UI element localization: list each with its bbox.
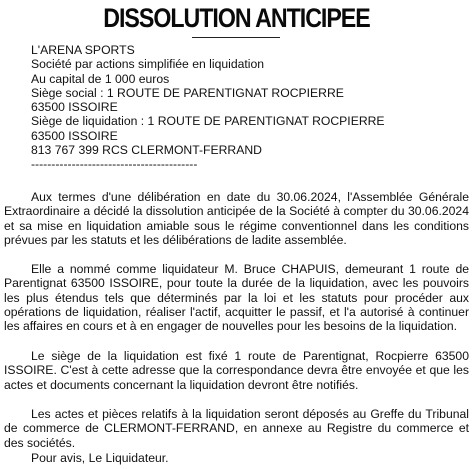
paragraph-liquidation-seat: Le siège de la liquidation est fixé 1 route de Parentignat, Rocpierre 63500 ISSOIRE. C'est à cette adresse que la correspondance devra être envoyée et que les actes et documents concernant la liquidation devront être notifiés. [4,349,469,392]
registered-office: Siège social : 1 ROUTE DE PARENTIGNAT ROCPIERRE [31,85,344,100]
paragraph-resolution: Aux termes d'une délibération en date du 30.06.2024, l'Assemblée Générale Extraordinaire a décidé la dissolution anticipée de la Société à compter du 30.06.2024 et sa mise en liquidation amiable sous le régime conventionnel dans les conditions prévues par les statuts et les délibérations de ladite assemblée. [4,190,469,247]
title-underline [192,37,280,38]
liquidation-office-city: 63500 ISSOIRE [31,128,118,143]
company-name: L'ARENA SPORTS [31,43,135,57]
paragraph-filing: Les actes et pièces relatifs à la liquidation seront déposés au Greffe du Tribunal de commerce de CLERMONT-FERRAND, en annexe au Registre du commerce et des sociétés. [4,407,469,450]
company-capital: Au capital de 1 000 euros [31,71,170,86]
notice-title: DISSOLUTION ANTICIPEE [103,3,370,33]
liquidation-office: Siège de liquidation : 1 ROUTE DE PARENTIGNAT ROCPIERRE [31,114,385,129]
signature: Pour avis, Le Liquidateur. [31,451,169,465]
registered-office-city: 63500 ISSOIRE [31,100,118,115]
company-legal-form: Société par actions simplifiée en liquidation [31,57,265,72]
rcs-number: 813 767 399 RCS CLERMONT-FERRAND [31,143,262,158]
separator-line: ----------------------------------------- [31,157,198,172]
paragraph-liquidator: Elle a nommé comme liquidateur M. Bruce CHAPUIS, demeurant 1 route de Parentignat 63500 ISSOIRE, pour toute la durée de la liquidation, avec les pouvoirs les plus étendus tels que déterminés par la loi et les statuts pour procéder aux opérations de liquidation, réaliser l'actif, acquitter le passif, et l'a autorisé à continuer les affaires en cours et à en engager de nouvelles pour les besoins de la liquidation. [4,262,469,334]
company-info-block [31,43,385,172]
